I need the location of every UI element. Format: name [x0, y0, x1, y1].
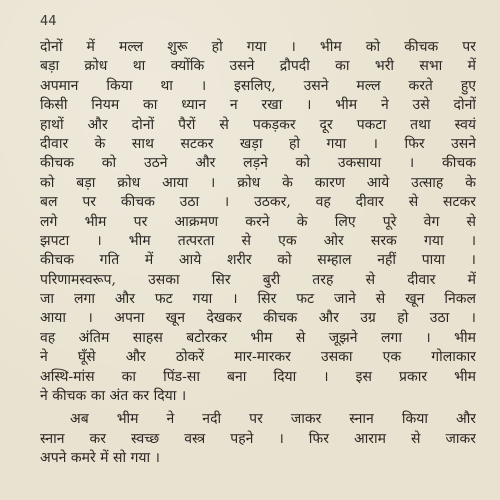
text-line: अस्थि-मांस का पिंड-सा बना दिया । इस प्रकार भीम	[40, 368, 476, 385]
text-line: जा लगा और फट गया । सिर फट जाने से खून निकल	[40, 291, 476, 308]
text-line: बल पर कीचक उठा । उठकर, वह दीवार से सटकर	[40, 194, 476, 211]
body-text	[40, 38, 476, 469]
text-line: को बड़ा क्रोध आया । क्रोध के कारण आये उत्साह के	[40, 174, 476, 191]
text-line: अपमान किया था । इसलिए, उसने मल्ल करते हुए	[40, 77, 476, 94]
paragraph-2	[40, 410, 476, 468]
text-line: परिणामस्वरूप, उसका सिर बुरी तरह से दीवार में	[40, 271, 476, 288]
text-line: झपटा । भीम तत्परता से एक ओर सरक गया ।	[40, 232, 476, 249]
text-line: लगे भीम पर आक्रमण करने के लिए पूरे वेग से	[40, 213, 476, 230]
text-line: बड़ा क्रोध था क्योंकि उसने द्रौपदी का भरी सभा में	[40, 58, 476, 75]
text-line: अब भीम ने नदी पर जाकर स्नान किया और	[70, 411, 476, 428]
text-line: वह अंतिम साहस बटोरकर भीम से जूझने लगा । भीम	[40, 329, 476, 346]
text-line: कीचक गति में आये शरीर को सम्हाल नहीं पाया ।	[40, 252, 476, 269]
text-line: स्नान कर स्वच्छ वस्त्र पहने । फिर आराम से जाकर	[40, 430, 476, 447]
text-line: ने कीचक का अंत कर दिया ।	[40, 388, 187, 405]
text-line: अपने कमरे में सो गया ।	[40, 450, 160, 467]
paragraph-1	[40, 38, 476, 406]
text-line: किसी नियम का ध्यान न रखा । भीम ने उसे दोनों	[40, 97, 476, 114]
text-line: ने घूँसे और ठोकरें मार-मारकर उसका एक गोलाकार	[40, 349, 476, 366]
text-line: कीचक को उठने और लड़ने को उकसाया । कीचक	[40, 155, 476, 172]
text-line: हाथों और दोनों पैरों से पकड़कर दूर पकटा तथा स्वयं	[40, 116, 476, 133]
page-number: 44	[40, 14, 57, 29]
text-line: आया । अपना खून देखकर कीचक और उग्र हो उठा ।	[40, 310, 476, 327]
text-line: दोनों में मल्ल शुरू हो गया । भीम को कीचक पर	[40, 39, 476, 55]
text-line: दीवार के साथ सटकर खड़ा हो गया । फिर उसने	[40, 135, 476, 152]
